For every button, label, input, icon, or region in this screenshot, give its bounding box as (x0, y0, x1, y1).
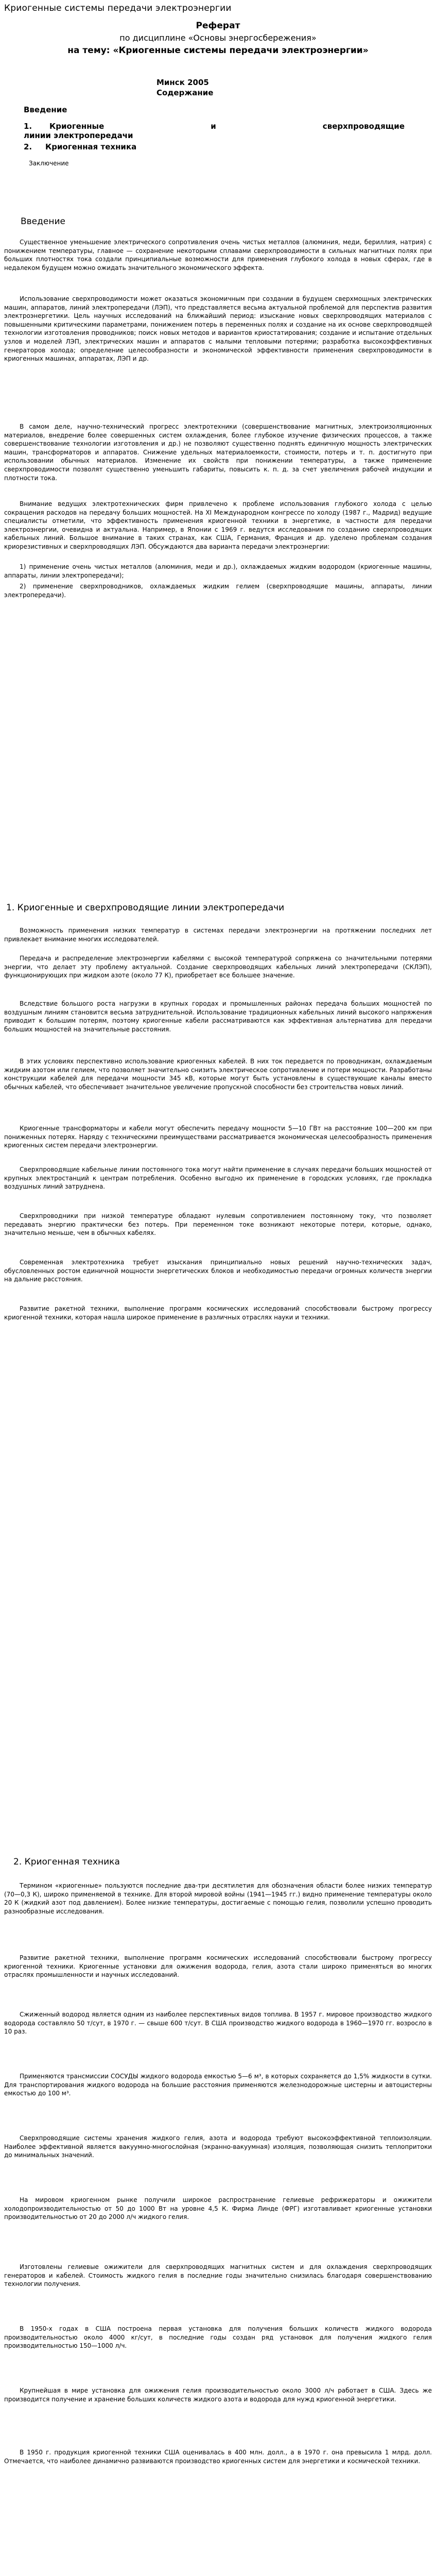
s2-para-7: Изготовлены гелиевые ожижители для сверхпроводящих магнитных систем и для охлаждения сверхпроводящих генераторов и кабелей. Стоимость жидкого гелия в последние годы значительно снизилась благодаря совершенствованию технологии получения. (4, 2263, 432, 2288)
toc-item-2-number: 2. (24, 142, 32, 151)
section-heading-intro: Введение (21, 216, 65, 227)
s2-para-8: В 1950-х годах в США построена первая установка для получения больших количеств жидкого водорода производительностью около 4000 кг/сут, в последние годы создан ряд установок для получения жидкого гелия производительностью 150—1000 л/ч. (4, 2325, 432, 2350)
report-title: Реферат (196, 21, 240, 31)
toc-item-1-title: Криогенные и сверхпроводящие (49, 122, 405, 131)
s1-para-6: Сверхпроводящие кабельные линии постоянного тока могут найти применение в случаях передачи больших мощностей от крупных электростанций к центрам потребления. Особенно выгодно их применение в городских условиях, где прокладка воздушных линий затруднена. (4, 1166, 432, 1191)
intro-para-1: Существенное уменьшение электрического сопротивления очень чистых металлов (алюминия, меди, бериллия, натрия) с понижением температуры, главное — сохранение некоторыми сплавами сверхпроводимости в сильных магнитных полях при больших плотностях тока создали принципиальные возможности для применения глубокого холода в новых сферах, где в недалеком будущем можно ожидать значительного экономического эффекта. (4, 239, 432, 272)
s1-para-2: Передача и распределение электроэнергии кабелями с высокой температурой сопряжена со значительными потерями энергии, что делает эту проблему актуальной. Создание сверхпроводящих кабельных линий электропередачи (СКЛЭП), функционирующих при жидком азоте (около 77 К), приобретает все большее значение. (4, 955, 432, 979)
s1-para-8: Современная электротехника требует изыскания принципиально новых решений научно-технических задач, обусловленных ростом единичной мощности энергетических блоков и необходимостью передачи огромных количеств энергии на дальние расстояния. (4, 1259, 432, 1283)
title-block (0, 20, 436, 57)
city-year-block (156, 77, 213, 98)
toc-item-conclusion[interactable]: Заключение (29, 160, 69, 167)
s2-para-2: Развитие ракетной техники, выполнение программ космических исследований способствовали быстрому прогрессу криогенной техники. Криогенные установки для ожижения водорода, гелия, азота стали широко применяться во многих отраслях промышленности и научных исследований. (4, 1954, 432, 1979)
toc-intro[interactable]: Введение (24, 105, 67, 114)
s2-para-1: Термином «криогенные» пользуются последние два-три десятилетия для обозначения области более низких температур (70—0,3 К), широко применяемой в технике. Для второй мировой войны (1941—1945 гг.) видно применение температуры около 20 К (жидкий азот под давлением). Более низкие температуры, достигаемые с помощью гелия, позволили успешно проводить разнообразные исследования. (4, 1882, 432, 1915)
section-heading-2: 2. Криогенная техника (13, 1857, 120, 1867)
toc-item-1-number: 1. (24, 122, 32, 131)
s2-para-3: Сжиженный водород является одним из наиболее перспективных видов топлива. В 1957 г. мировое производство жидкого водорода составляло 50 т/сут, в 1970 г. — свыше 600 т/сут. В США производство жидкого водорода в 1960—1970 гг. возросло в 10 раз. (4, 2011, 432, 2036)
s2-para-9: Крупнейшая в мире установка для ожижения гелия производительностью около 3000 л/ч работает в США. Здесь же производится получение и хранение больших количеств жидкого азота и водорода для нужд криогенной энергетики. (4, 2387, 432, 2403)
intro-para-5: 1) применение очень чистых металлов (алюминия, меди и др.), охлаждаемых жидким водородом (криогенные машины, аппараты, линии электропередачи); (4, 563, 432, 579)
toc-item-1-continuation: линии электропередачи (24, 131, 133, 140)
intro-para-4: Внимание ведущих электротехнических фирм привлечено к проблеме использования глубокого холода с целью сокращения расходов на передачу больших мощностей. На ХI Международном конгрессе по холоду (1987 г., Мадрид) ведущие специалисты отметили, что эффективность применения криогенной техники в энергетике, в частности для передачи электроэнергии, очевидна и актуальна. Например, в Японии с 1969 г. ведутся исследования по созданию сверхпроводящих кабельных линий. Большое внимание в таких странах, как США, Германия, Франция и др. уделено проблемам создания криорезистивных и сверхпроводящих ЛЭП. Обсуждаются два варианта передачи электроэнергии: (4, 500, 432, 550)
city-year: Минск 2005 (156, 78, 209, 87)
contents-title: Содержание (156, 88, 214, 97)
s2-para-6: На мировом криогенном рынке получили широкое распространение гелиевые рефрижераторы и ожижители холодопроизводительностью от 50 до 1000 Вт на уровне 4,5 К. Фирма Линде (ФРГ) изготавливает криогенные установки производительностью от 20 до 2000 л/ч жидкого гелия. (4, 2196, 432, 2221)
s2-para-4: Применяются трансмиссии СОСУДЫ жидкого водорода емкостью 5—6 м³, в которых сохраняется до 1,5% жидкости в сутки. Для транспортирования жидкого водорода на большие расстояния применяются железнодорожные цистерны и автоцистерны емкостью до 100 м³. (4, 2073, 432, 2097)
report-topic: на тему: «Криогенные системы передачи электроэнергии» (67, 45, 369, 56)
s2-para-5: Сверхпроводящие системы хранения жидкого гелия, азота и водорода требуют высокоэффективной теплоизоляции. Наиболее эффективной является вакуумно-многослойная (экранно-вакуумная) изоляция, позволяющая снизить теплопритоки до минимальных значений. (4, 2134, 432, 2159)
intro-para-6: 2) применение сверхпроводников, охлаждаемых жидким гелием (сверхпроводящие машины, аппараты, линии электропередачи). (4, 583, 432, 599)
s2-para-10: В 1950 г. продукция криогенной техники США оценивалась в 400 млн. долл., а в 1970 г. она превысила 1 млрд. долл. Отмечается, что наиболее динамично развиваются производство криогенных систем для энергетики и космической техники. (4, 2449, 432, 2465)
toc-item-2[interactable] (24, 142, 136, 151)
s1-para-7: Сверхпроводники при низкой температуре обладают нулевым сопротивлением постоянному току, что позволяет передавать энергию практически без потерь. При переменном токе возникают некоторые потери, которые, однако, значительно меньше, чем в обычных кабелях. (4, 1212, 432, 1237)
s1-para-4: В этих условиях перспективно использование криогенных кабелей. В них ток передается по проводникам, охлаждаемым жидким азотом или гелием, что позволяет значительно снизить электрическое сопротивление и потери мощности. Разработаны конструкции кабелей для передачи мощности 345 кВ, которые могут быть установлены в существующие каналы вместо обычных кабелей, что обеспечивает значительное увеличение пропускной способности без строительства новых линий. (4, 1058, 432, 1091)
report-discipline: по дисциплине «Основы энергосбережения» (119, 33, 317, 43)
toc-item-2-title: Криогенная техника (45, 142, 137, 151)
intro-para-2: Использование сверхпроводимости может оказаться экономичным при создании в будущем сверхмощных электрических машин, аппаратов, линий электропередачи (ЛЭП), что представляется весьма актуальной проблемой для перспектив развития электроэнергетики. Цель научных исследований на ближайший период: изыскание новых сверхпроводящих материалов с повышенными критическими параметрами, понижением потерь в переменных полях и создание на их основе сверхпроводящей технологии изготовления проводников; поиск новых методов и вариантов криостатирования; создание и испытание отдельных узлов и моделей ЛЭП, электрических машин и аппаратов с малыми тепловыми потерями; разработка высокоэффективных генераторов холода; определение целесообразности и экономической эффективности применения сверхпроводимости в криогенных машинах, аппаратах, ЛЭП и др. (4, 295, 432, 363)
intro-para-3: В самом деле, научно-технический прогресс электротехники (совершенствование магнитных, электроизоляционных материалов, внедрение более совершенных систем охлаждения, более глубокое изучение физических процессов, а также совершенствование технологии изготовления и др.) не позволяют существенно поднять единичную мощность электрических машин, трансформаторов и аппаратов. Снижение удельных материалоемкости, стоимости, потерь и т. п. достигнуто при использовании обычных материалов. Изменение их свойств при понижении температуры, а также применение сверхпроводимости позволят существенно уменьшить габариты, повысить к. п. д. за счет увеличения рабочей индукции и плотности тока. (4, 423, 432, 482)
s1-para-3: Вследствие большого роста нагрузки в крупных городах и промышленных районах передача больших мощностей по воздушным линиям становится весьма затруднительной. Использование традиционных кабельных линий высокого напряжения приводит к большим потерям, поэтому криогенные кабели рассматриваются как эффективная альтернатива для передачи больших мощностей на значительные расстояния. (4, 1000, 432, 1033)
table-of-contents (10, 105, 412, 167)
s1-para-1: Возможность применения низких температур в системах передачи электроэнергии на протяжении последних лет привлекает внимание многих исследователей. (4, 927, 432, 943)
s1-para-5: Криогенные трансформаторы и кабели могут обеспечить передачу мощности 5—10 ГВт на расстояние 100—200 км при пониженных потерях. Наряду с техническими преимуществами рассматривается экономическая целесообразность применения криогенных систем передачи электроэнергии. (4, 1125, 432, 1149)
s1-para-9: Развитие ракетной техники, выполнение программ космических исследований способствовали быстрому прогрессу криогенной техники, которая нашла широкое применение в различных отраслях науки и техники. (4, 1305, 432, 1321)
document-header: Криогенные системы передачи электроэнергии (4, 3, 232, 13)
section-heading-1: 1. Криогенные и сверхпроводящие линии электропередачи (6, 903, 285, 913)
